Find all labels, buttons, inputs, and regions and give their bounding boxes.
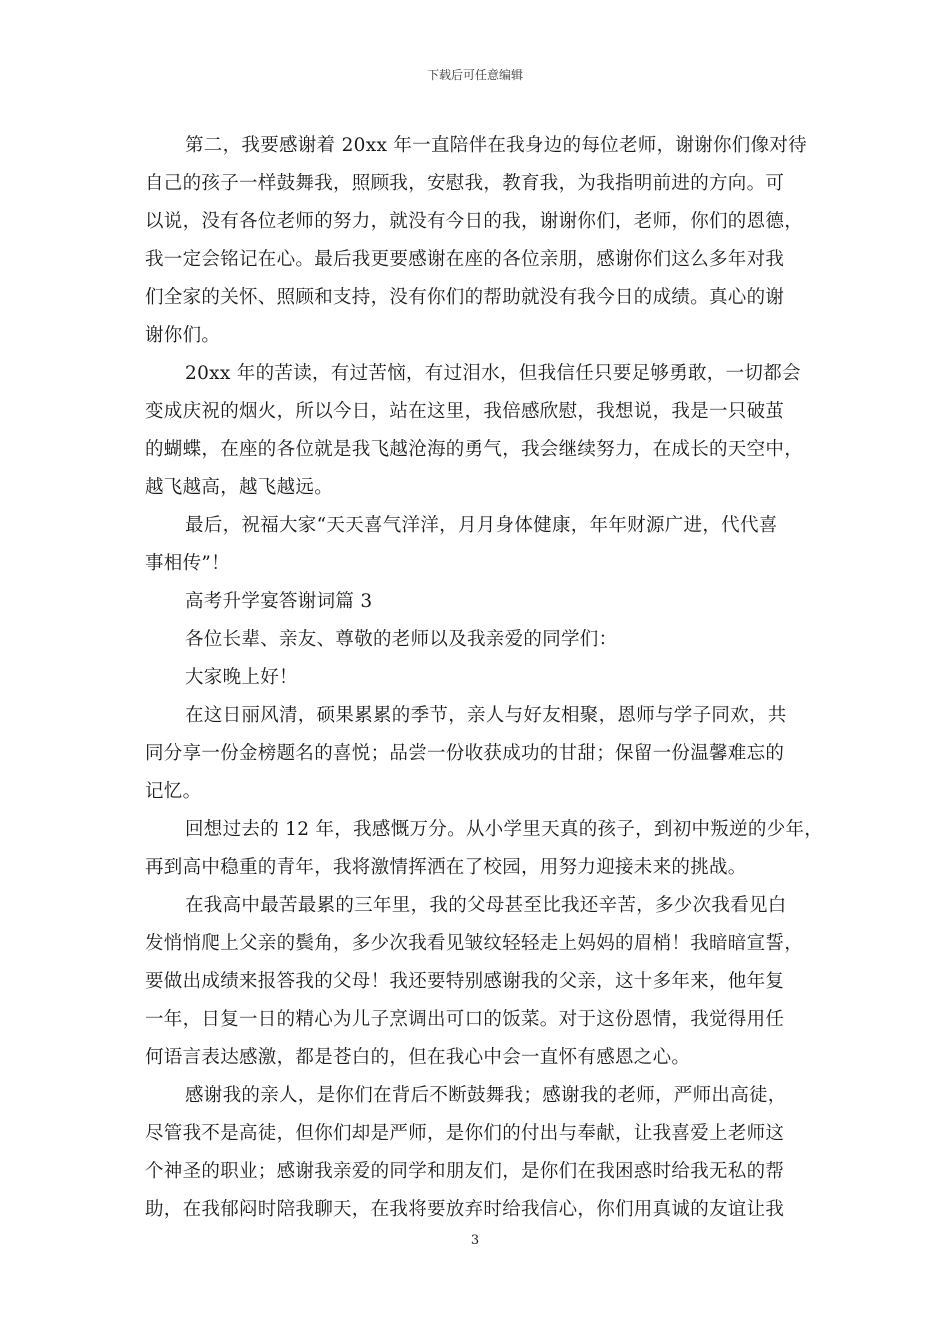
text-line: 在这日丽风清，硕果累累的季节，亲人与好友相聚，恩师与学子同欢，共 xyxy=(185,705,787,726)
text-line: 在我高中最苦最累的三年里，我的父母甚至比我还辛苦，多少次我看见白 xyxy=(185,895,787,916)
text-line: 最后，祝福大家“天天喜气洋洋，月月身体健康，年年财源广进，代代喜 xyxy=(185,515,778,536)
text-line: 我一定会铭记在心。最后我更要感谢在座的各位亲朋，感谢你们这么多年对我 xyxy=(145,249,785,270)
text-line: 们全家的关怀、照顾和支持，没有你们的帮助就没有我今日的成绩。真心的谢 xyxy=(145,287,785,308)
text-line: 谢你们。 xyxy=(145,325,221,346)
text-line: 回想过去的 12 年，我感慨万分。从小学里天真的孩子，到初中叛逆的少年， xyxy=(185,819,824,840)
text-line: 以说，没有各位老师的努力，就没有今日的我，谢谢你们，老师，你们的恩德， xyxy=(145,211,804,232)
text-line: 自己的孩子一样鼓舞我，照顾我，安慰我，教育我，为我指明前进的方向。可 xyxy=(145,173,785,194)
salutation: 各位长辈、亲友、尊敬的老师以及我亲爱的同学们： xyxy=(185,629,618,650)
text-line: 同分享一份金榜题名的喜悦；品尝一份收获成功的甘甜；保留一份温馨难忘的 xyxy=(145,743,785,764)
text-line: 记忆。 xyxy=(145,781,202,802)
text-line: 一年，日复一日的精心为儿子烹调出可口的饭菜。对于这份恩情，我觉得用任 xyxy=(145,1009,785,1030)
text-line: 要做出成绩来报答我的父母！我还要特别感谢我的父亲，这十多年来，他年复 xyxy=(145,971,785,992)
document-body xyxy=(145,127,824,1229)
text-line: 个神圣的职业；感谢我亲爱的同学和朋友们，是你们在我困惑时给我无私的帮 xyxy=(145,1161,785,1182)
text-line: 越飞越高，越飞越远。 xyxy=(145,477,334,498)
text-line: 尽管我不是高徒，但你们却是严师，是你们的付出与奉献，让我喜爱上老师这 xyxy=(145,1123,785,1144)
page-header: 下载后可任意编辑 xyxy=(426,68,523,82)
text-line: 第二，我要感谢着 20xx 年一直陪伴在我身边的每位老师，谢谢你们像对待 xyxy=(185,135,807,156)
page-number: 3 xyxy=(470,1233,480,1248)
text-line: 20xx 年的苦读，有过苦恼，有过泪水，但我信任只要足够勇敢，一切都会 xyxy=(185,363,801,384)
text-line: 发悄悄爬上父亲的鬓角，多少次我看见皱纹轻轻走上妈妈的眉梢！我暗暗宣誓， xyxy=(145,933,804,954)
text-line: 助，在我郁闷时陪我聊天，在我将要放弃时给我信心，你们用真诚的友谊让我 xyxy=(145,1199,785,1220)
greeting: 大家晚上好！ xyxy=(185,667,298,688)
text-line: 再到高中稳重的青年，我将激情挥洒在了校园，用努力迎接未来的挑战。 xyxy=(145,857,747,878)
text-line: 何语言表达感激，都是苍白的，但在我心中会一直怀有感恩之心。 xyxy=(145,1047,691,1068)
text-line: 变成庆祝的烟火，所以今日，站在这里，我倍感欣慰，我想说，我是一只破茧 xyxy=(145,401,785,422)
text-line: 事相传”！ xyxy=(145,553,230,574)
text-line: 的蝴蝶，在座的各位就是我飞越沧海的勇气，我会继续努力，在成长的天空中， xyxy=(145,439,804,460)
section-heading: 高考升学宴答谢词篇 3 xyxy=(185,591,373,612)
text-line: 感谢我的亲人，是你们在背后不断鼓舞我；感谢我的老师，严师出高徒， xyxy=(185,1085,787,1106)
